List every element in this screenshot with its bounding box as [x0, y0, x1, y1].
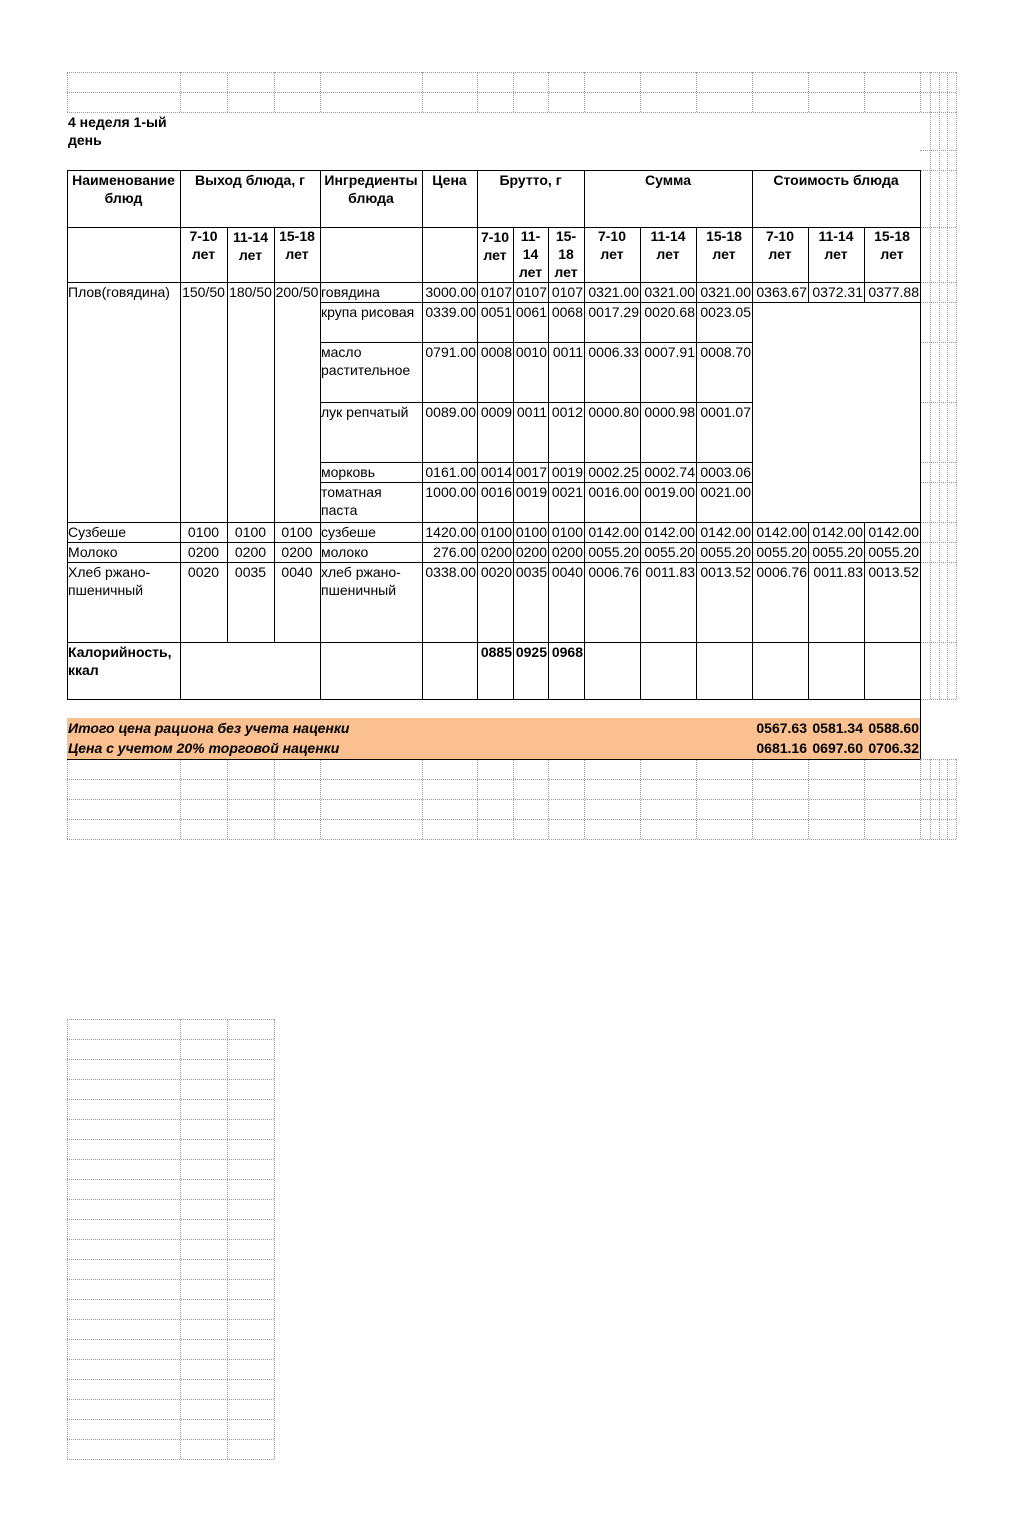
- age-output-15-18: 15-18 лет: [279, 228, 315, 262]
- cost-bread-11-14: 0011.83: [813, 564, 863, 580]
- grid-line-h: [67, 819, 956, 820]
- grid-line-v: [939, 112, 940, 699]
- grid-line-h: [67, 1019, 274, 1020]
- gross-oil-7-10: 0008: [480, 344, 512, 360]
- calories-7-10: 0885: [480, 644, 512, 660]
- gross-onion-11-14: 0011: [516, 404, 547, 420]
- sum-rice-7-10: 0017.29: [588, 304, 639, 320]
- milk-output-7-10: 0200: [187, 544, 220, 560]
- gross-oil-15-18: 0011: [552, 344, 583, 360]
- price-rice: 0339.00: [425, 304, 476, 320]
- gross-milk-11-14: 0200: [515, 544, 547, 560]
- grid-line-h: [67, 1239, 274, 1240]
- grid-line-h: [67, 112, 956, 113]
- grid-line-h: [67, 1299, 274, 1300]
- sum-beef-7-10: 0321.00: [588, 284, 639, 300]
- cost-milk-15-18: 0055.20: [868, 544, 919, 560]
- sum-milk-15-18: 0055.20: [700, 544, 751, 560]
- grid-line-v: [947, 112, 948, 699]
- grid-line-h: [320, 227, 477, 228]
- grid-line-v: [939, 759, 940, 839]
- gross-oil-11-14: 0010: [515, 344, 547, 360]
- sum-oil-15-18: 0008.70: [700, 344, 751, 360]
- gross-tomato-11-14: 0019: [515, 484, 547, 500]
- age-gross-7-10: 7-10 лет: [480, 229, 510, 263]
- bread-output-15-18: 0040: [281, 564, 313, 580]
- grid-line-h: [920, 342, 956, 343]
- grid-line-v: [947, 759, 948, 839]
- grid-line-v: [320, 72, 321, 112]
- grid-line-h: [920, 562, 956, 563]
- grid-line-v: [227, 759, 228, 839]
- grid-line-h: [67, 1099, 274, 1100]
- grid-line-h: [67, 759, 956, 760]
- milk-output-15-18: 0200: [281, 544, 313, 560]
- sum-bread-11-14: 0011.83: [645, 564, 695, 580]
- total-without-markup-15-18: 0588.60: [868, 720, 919, 736]
- suzbeshe-output-7-10: 0100: [187, 524, 220, 540]
- grid-line-v: [920, 170, 921, 759]
- sum-beef-15-18: 0321.00: [700, 284, 751, 300]
- age-output-7-10: 7-10 лет: [189, 228, 218, 262]
- milk-output-11-14: 0200: [234, 544, 267, 560]
- bread-output-7-10: 0020: [187, 564, 220, 580]
- price-suzbeshe: 1420.00: [425, 524, 476, 540]
- total-without-markup-label: Итого цена рациона без учета наценки: [68, 720, 350, 736]
- grid-line-h: [920, 542, 956, 543]
- sum-onion-7-10: 0000.80: [588, 404, 639, 420]
- sum-milk-7-10: 0055.20: [588, 544, 639, 560]
- sum-suzbeshe-7-10: 0142.00: [588, 524, 639, 540]
- grid-line-v: [640, 759, 641, 839]
- gross-suzbeshe-7-10: 0100: [480, 524, 512, 540]
- grid-line-h: [67, 839, 956, 840]
- grid-line-v: [696, 72, 697, 112]
- grid-line-v: [548, 72, 549, 112]
- suzbeshe-output-15-18: 0100: [281, 524, 313, 540]
- grid-line-h: [67, 1039, 274, 1040]
- ingredient-rice: крупа рисовая: [321, 304, 415, 320]
- sum-bread-15-18: 0013.52: [700, 564, 751, 580]
- total-without-markup-11-14: 0581.34: [812, 720, 863, 736]
- grid-line-h: [67, 1279, 274, 1280]
- grid-line-h: [920, 150, 956, 151]
- page-title: 4 неделя 1-ый день: [68, 114, 167, 148]
- grid-line-v: [930, 72, 931, 112]
- grid-line-h: [920, 522, 956, 523]
- age-gross-15-18: 15-18 лет: [554, 228, 578, 280]
- dish-plov: Плов(говядина): [68, 284, 170, 300]
- price-carrot: 0161.00: [425, 464, 476, 480]
- grid-line-h: [920, 302, 956, 303]
- grid-line-h: [67, 1459, 274, 1460]
- grid-line-h: [920, 227, 956, 228]
- sum-onion-11-14: 0000.98: [644, 404, 695, 420]
- grid-line-v: [920, 72, 921, 112]
- header-gross: Брутто, г: [499, 172, 562, 188]
- grid-line-h: [67, 1219, 274, 1220]
- grid-line-h: [67, 1319, 274, 1320]
- grid-line-v: [274, 72, 275, 112]
- age-sum-7-10: 7-10 лет: [597, 228, 627, 262]
- age-sum-11-14: 11-14 лет: [650, 228, 686, 262]
- grid-line-v: [320, 759, 321, 839]
- cost-bread-7-10: 0006.76: [756, 564, 807, 580]
- sum-carrot-7-10: 0002.25: [588, 464, 639, 480]
- grid-line-h: [67, 1339, 274, 1340]
- gross-rice-11-14: 0061: [515, 304, 547, 320]
- gross-beef-11-14: 0107: [515, 284, 547, 300]
- sum-suzbeshe-15-18: 0142.00: [700, 524, 751, 540]
- sum-tomato-15-18: 0021.00: [700, 484, 751, 500]
- gross-beef-7-10: 0107: [480, 284, 512, 300]
- gross-bread-7-10: 0020: [480, 564, 512, 580]
- grid-line-h: [67, 1119, 274, 1120]
- grid-line-h: [67, 699, 920, 700]
- grid-line-h: [67, 1379, 274, 1380]
- age-cost-7-10: 7-10 лет: [765, 228, 795, 262]
- grid-line-v: [274, 1019, 275, 1459]
- sum-tomato-11-14: 0019.00: [644, 484, 695, 500]
- grid-line-h: [920, 482, 956, 483]
- gross-suzbeshe-11-14: 0100: [515, 524, 547, 540]
- gross-beef-15-18: 0107: [551, 284, 583, 300]
- grid-line-v: [939, 72, 940, 112]
- grid-line-v: [956, 112, 957, 699]
- grid-line-v: [640, 72, 641, 112]
- ingredient-bread: хлеб ржано-пшеничный: [321, 564, 401, 598]
- suzbeshe-output-11-14: 0100: [234, 524, 267, 540]
- grid-line-v: [930, 759, 931, 839]
- gross-tomato-15-18: 0021: [551, 484, 583, 500]
- grid-line-h: [67, 1159, 274, 1160]
- sum-rice-15-18: 0023.05: [700, 304, 751, 320]
- ingredient-suzbeshe: сузбеше: [321, 524, 376, 540]
- sum-bread-7-10: 0006.76: [588, 564, 639, 580]
- sum-onion-15-18: 0001.07: [700, 404, 751, 420]
- calories-11-14: 0925: [515, 644, 547, 660]
- grid-line-h: [67, 1439, 274, 1440]
- grid-line-h: [67, 1179, 274, 1180]
- price-onion: 0089.00: [425, 404, 476, 420]
- ingredient-oil: масло растительное: [321, 344, 411, 378]
- dish-milk: Молоко: [68, 544, 118, 560]
- grid-line-h: [67, 1059, 274, 1060]
- price-bread: 0338.00: [425, 564, 476, 580]
- header-sum: Сумма: [644, 172, 692, 188]
- grid-line-h: [67, 1079, 274, 1080]
- gross-onion-7-10: 0009: [480, 404, 512, 420]
- sum-oil-11-14: 0007.91: [644, 344, 695, 360]
- grid-line-v: [180, 759, 181, 839]
- grid-line-v: [548, 759, 549, 839]
- total-with-markup-15-18: 0706.32: [868, 740, 919, 756]
- gross-milk-15-18: 0200: [551, 544, 583, 560]
- plov-output-15-18: 200/50: [275, 284, 319, 300]
- grid-line-h: [67, 1199, 274, 1200]
- cost-plov-11-14: 0372.31: [812, 284, 863, 300]
- plov-output-7-10: 150/50: [182, 284, 225, 300]
- grid-line-v: [477, 759, 478, 839]
- sum-beef-11-14: 0321.00: [644, 284, 695, 300]
- header-dish-name: Наименование блюд: [72, 172, 175, 206]
- age-sum-15-18: 15-18 лет: [706, 228, 742, 262]
- grid-line-h: [920, 462, 956, 463]
- gross-milk-7-10: 0200: [480, 544, 512, 560]
- price-milk: 276.00: [433, 544, 476, 560]
- grid-line-v: [752, 72, 753, 112]
- calories-label: Калорийность, ккал: [68, 644, 172, 678]
- header-dish-cost: Стоимость блюда: [773, 172, 899, 188]
- grid-line-h: [920, 282, 956, 283]
- cost-milk-7-10: 0055.20: [756, 544, 807, 560]
- plov-output-11-14: 180/50: [229, 284, 272, 300]
- bread-output-11-14: 0035: [234, 564, 267, 580]
- gross-carrot-11-14: 0017: [515, 464, 547, 480]
- price-oil: 0791.00: [425, 344, 476, 360]
- ingredient-tomato-paste: томатная паста: [321, 484, 382, 518]
- grid-line-v: [696, 759, 697, 839]
- age-cost-11-14: 11-14 лет: [818, 228, 854, 262]
- gross-bread-11-14: 0035: [515, 564, 547, 580]
- ingredient-milk: молоко: [321, 544, 369, 560]
- grid-line-h: [67, 72, 956, 73]
- gross-rice-7-10: 0051: [480, 304, 512, 320]
- cost-suzbeshe-7-10: 0142.00: [756, 524, 807, 540]
- gross-rice-15-18: 0068: [551, 304, 583, 320]
- gross-carrot-15-18: 0019: [551, 464, 583, 480]
- grid-line-v: [808, 72, 809, 112]
- grid-line-h: [67, 799, 956, 800]
- sum-carrot-11-14: 0002.74: [644, 464, 695, 480]
- grid-line-v: [227, 1019, 228, 1459]
- calories-15-18: 0968: [551, 644, 583, 660]
- total-with-markup-7-10: 0681.16: [756, 740, 807, 756]
- grid-line-v: [864, 72, 865, 112]
- header-dish-output: Выход блюда, г: [195, 172, 305, 188]
- cost-milk-11-14: 0055.20: [812, 544, 863, 560]
- cost-plov-7-10: 0363.67: [756, 284, 807, 300]
- grid-line-v: [422, 72, 423, 112]
- grid-line-v: [808, 759, 809, 839]
- gross-tomato-7-10: 0016: [480, 484, 512, 500]
- price-tomato-paste: 1000.00: [425, 484, 476, 500]
- grid-line-h: [67, 1359, 274, 1360]
- grid-line-v: [947, 72, 948, 112]
- cost-bread-15-18: 0013.52: [868, 564, 919, 580]
- grid-line-v: [180, 1019, 181, 1459]
- grid-line-v: [513, 759, 514, 839]
- sum-tomato-7-10: 0016.00: [588, 484, 639, 500]
- cost-plov-15-18: 0377.88: [868, 284, 919, 300]
- gross-onion-15-18: 0012: [551, 404, 583, 420]
- age-output-11-14: 11-14 лет: [232, 229, 269, 263]
- grid-line-v: [227, 72, 228, 112]
- grid-line-v: [956, 759, 957, 839]
- grid-line-h: [920, 699, 956, 700]
- grid-line-h: [67, 1259, 274, 1260]
- total-with-markup-11-14: 0697.60: [812, 740, 863, 756]
- cost-suzbeshe-15-18: 0142.00: [868, 524, 919, 540]
- grid-line-v: [274, 759, 275, 839]
- grid-line-h: [920, 170, 956, 171]
- grid-line-v: [956, 72, 957, 112]
- gross-suzbeshe-15-18: 0100: [551, 524, 583, 540]
- grid-line-h: [67, 1399, 274, 1400]
- grid-line-h: [67, 1139, 274, 1140]
- grid-line-v: [477, 72, 478, 112]
- grid-line-v: [67, 72, 68, 112]
- grid-line-h: [67, 92, 956, 93]
- total-with-markup-label: Цена с учетом 20% торговой наценки: [68, 740, 340, 756]
- sum-oil-7-10: 0006.33: [588, 344, 639, 360]
- ingredient-carrot: морковь: [321, 464, 375, 480]
- dish-bread: Хлеб ржано-пшеничный: [68, 564, 151, 598]
- grid-line-h: [67, 227, 180, 228]
- gross-carrot-7-10: 0014: [480, 464, 512, 480]
- grid-line-v: [930, 112, 931, 699]
- grid-line-v: [864, 759, 865, 839]
- sum-rice-11-14: 0020.68: [644, 304, 695, 320]
- grid-line-v: [584, 72, 585, 112]
- age-gross-11-14: 11-14 лет: [518, 228, 543, 280]
- grid-line-v: [67, 1019, 68, 1459]
- header-ingredients: Ингредиенты блюда: [324, 172, 418, 206]
- gross-bread-15-18: 0040: [551, 564, 583, 580]
- grid-line-v: [67, 759, 68, 839]
- total-without-markup-7-10: 0567.63: [756, 720, 807, 736]
- sum-milk-11-14: 0055.20: [644, 544, 695, 560]
- dish-suzbeshe: Сузбеше: [68, 524, 127, 540]
- grid-line-v: [752, 759, 753, 839]
- grid-line-h: [67, 779, 956, 780]
- grid-line-h: [67, 759, 920, 760]
- grid-line-v: [180, 72, 181, 112]
- cost-suzbeshe-11-14: 0142.00: [812, 524, 863, 540]
- age-cost-15-18: 15-18 лет: [874, 228, 910, 262]
- grid-line-v: [584, 759, 585, 839]
- header-price: Цена: [432, 172, 467, 188]
- grid-line-v: [920, 759, 921, 839]
- grid-line-h: [920, 642, 956, 643]
- grid-line-v: [422, 170, 423, 699]
- grid-line-h: [920, 402, 956, 403]
- sum-suzbeshe-11-14: 0142.00: [644, 524, 695, 540]
- price-beef: 3000.00: [425, 284, 476, 300]
- grid-line-h: [67, 1419, 274, 1420]
- ingredient-onion: лук репчатый: [321, 404, 409, 420]
- grid-line-v: [422, 759, 423, 839]
- ingredient-beef: говядина: [321, 284, 380, 300]
- sum-carrot-15-18: 0003.06: [700, 464, 751, 480]
- grid-line-v: [513, 72, 514, 112]
